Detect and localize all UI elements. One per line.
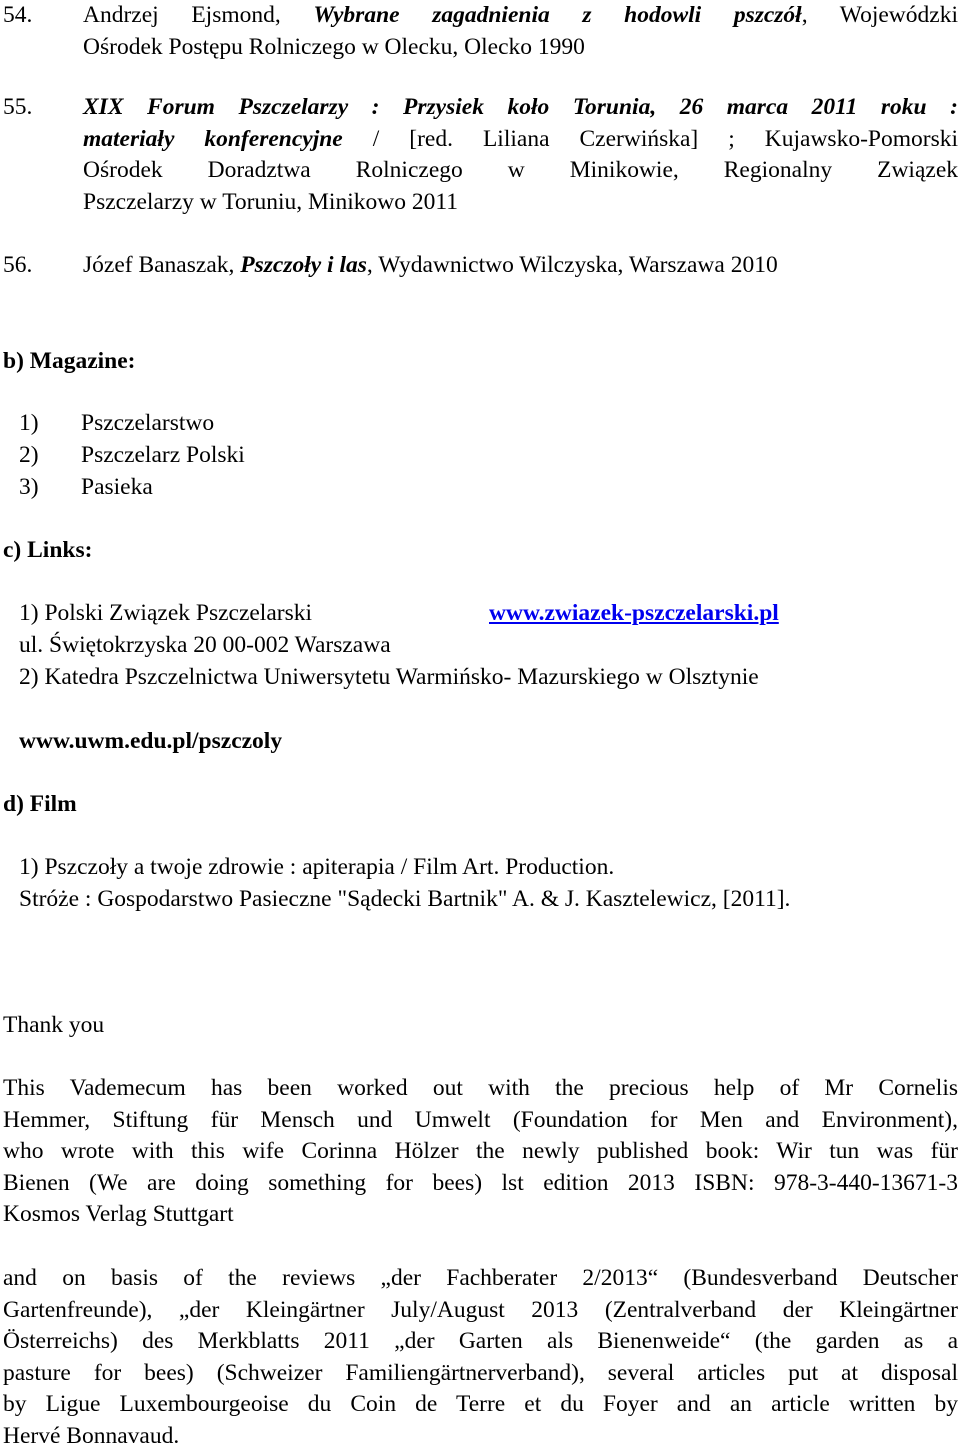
paragraph-line: and on basis of the reviews „der Fachberater 2/2013“ (Bundesverband Deutscher <box>3 1263 958 1295</box>
thanks-paragraph-1 <box>3 1073 958 1231</box>
paragraph-line: Kosmos Verlag Stuttgart <box>3 1199 958 1231</box>
paragraph-line: Hemmer, Stiftung für Mensch und Umwelt (Foundation for Men and Environment), <box>3 1105 958 1137</box>
paragraph-line: by Ligue Luxembourgeoise du Coin de Terre et du Foyer and an article written by <box>3 1389 958 1421</box>
reference-56-title: Pszczoły i las <box>240 252 367 278</box>
film-line-2: Stróże : Gospodarstwo Pasieczne "Sądecki Bartnik" A. & J. Kasztelewicz, [2011]. <box>19 884 790 916</box>
reference-55 <box>3 92 958 218</box>
thanks-heading: Thank you <box>3 1010 104 1042</box>
reference-54-title: Wybrane zagadnienia z hodowli pszczół <box>313 2 801 28</box>
thanks-paragraph-2 <box>3 1263 958 1452</box>
link-1-address: ul. Świętokrzyska 20 00-002 Warszawa <box>19 630 391 662</box>
film-line-1: 1) Pszczoły a twoje zdrowie : apiterapia / Film Art. Production. <box>19 852 614 884</box>
link-2-label: 2) Katedra Pszczelnictwa Uniwersytetu Warmińsko- Mazurskiego w Olsztynie <box>19 662 759 694</box>
paragraph-line: Österreichs) des Merkblatts 2011 „der Garten als Bienenweide“ (the garden as a <box>3 1326 958 1358</box>
reference-55-line-4: Pszczelarzy w Toruniu, Minikowo 2011 <box>3 187 958 219</box>
reference-55-title: XIX Forum Pszczelarzy : Przysiek koło Torunia, 26 marca 2011 roku : <box>83 94 958 120</box>
reference-54-line-1: 54. Andrzej Ejsmond, Wybrane zagadnienia z hodowli pszczół, Wojewódzki <box>3 0 958 32</box>
magazine-item: 3) Pasieka <box>19 472 153 504</box>
links-heading: c) Links: <box>3 535 92 567</box>
link-1-label: 1) Polski Związek Pszczelarski <box>19 598 312 630</box>
reference-55-line-1: 55. XIX Forum Pszczelarzy : Przysiek koło Torunia, 26 marca 2011 roku : <box>3 92 958 124</box>
paragraph-line: Bienen (We are doing something for bees) lst edition 2013 ISBN: 978-3-440-13671-3 <box>3 1168 958 1200</box>
paragraph-line: Hervé Bonnavaud. <box>3 1421 958 1452</box>
reference-56 <box>3 250 958 282</box>
reference-54-line-2: Ośrodek Postępu Rolniczego w Olecku, Olecko 1990 <box>3 32 958 64</box>
reference-54 <box>3 0 958 63</box>
film-heading: d) Film <box>3 789 77 821</box>
reference-56-line-1: 56. Józef Banaszak, Pszczoły i las, Wydawnictwo Wilczyska, Warszawa 2010 <box>3 250 958 282</box>
reference-55-line-2: materiały konferencyjne / [red. Liliana Czerwińska] ; Kujawsko-Pomorski <box>3 124 958 156</box>
paragraph-line: This Vademecum has been worked out with the precious help of Mr Cornelis <box>3 1073 958 1105</box>
magazine-item: 1) Pszczelarstwo <box>19 408 214 440</box>
link-2-url[interactable]: www.uwm.edu.pl/pszczoly <box>19 726 282 758</box>
paragraph-line: who wrote with this wife Corinna Hölzer the newly published book: Wir tun was für <box>3 1136 958 1168</box>
magazines-heading: b) Magazine: <box>3 346 136 378</box>
link-1-url[interactable]: www.zwiazek-pszczelarski.pl <box>489 598 779 630</box>
paragraph-line: Gartenfreunde), „der Kleingärtner July/August 2013 (Zentralverband der Kleingärtner <box>3 1295 958 1327</box>
magazine-item: 2) Pszczelarz Polski <box>19 440 245 472</box>
paragraph-line: pasture for bees) (Schweizer Familiengärtnerverband), several articles put at disposal <box>3 1358 958 1390</box>
reference-55-line-3: Ośrodek Doradztwa Rolniczego w Minikowie, Regionalny Związek <box>3 155 958 187</box>
